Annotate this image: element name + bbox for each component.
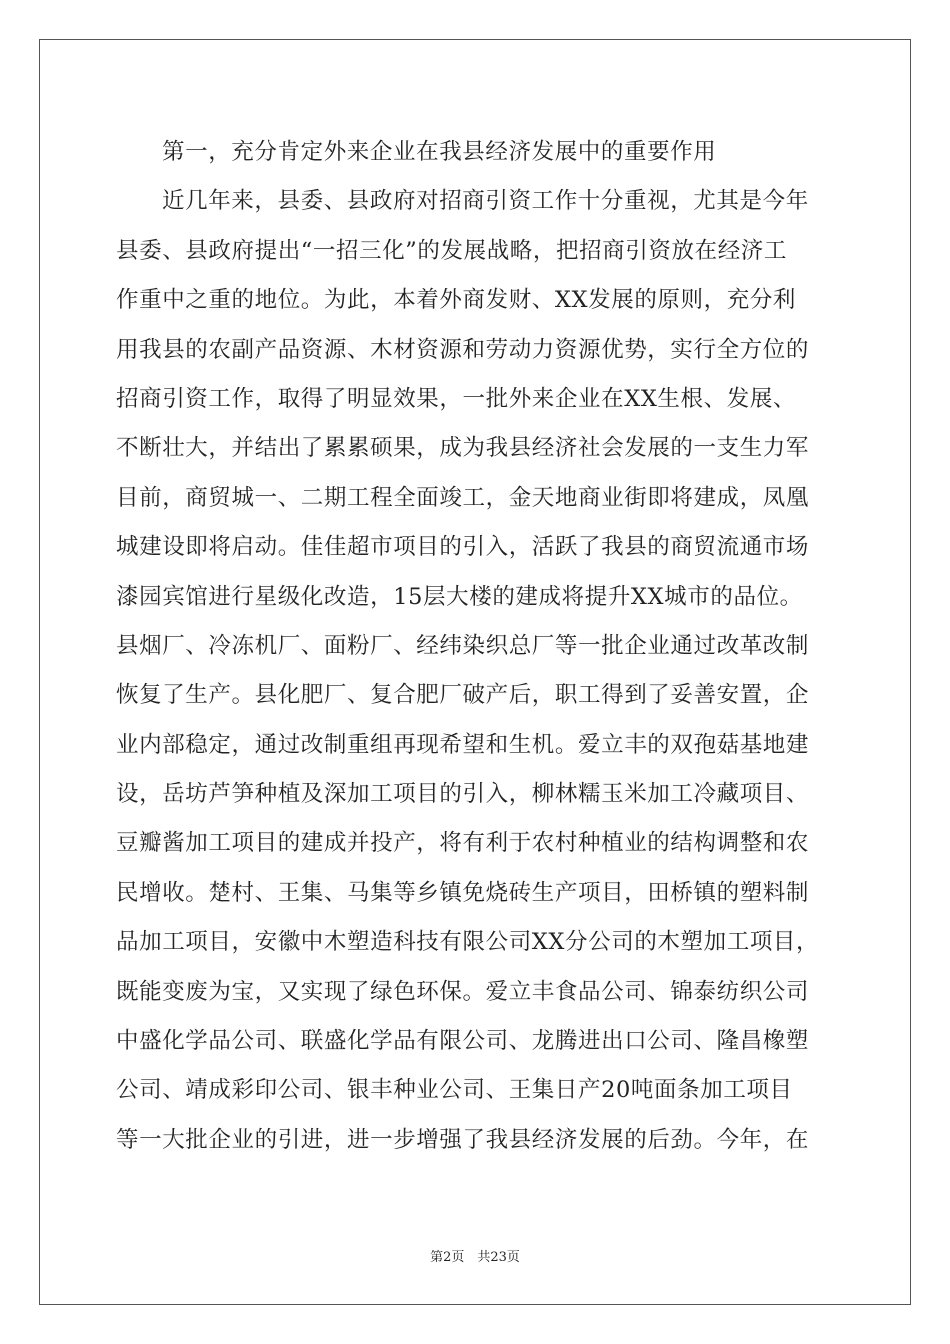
paragraph-line: 招商引资工作，取得了明显效果，一批外来企业在XX生根、发展、: [116, 385, 797, 412]
paragraph-line: 设，岳坊芦笋种植及深加工项目的引入，柳林糯玉米加工冷藏项目、: [116, 781, 810, 808]
paragraph-line: 既能变废为宝，又实现了绿色环保。爱立丰食品公司、锦泰纺织公司: [116, 978, 810, 1005]
paragraph-line: 作重中之重的地位。为此，本着外商发财、XX发展的原则，充分利: [116, 287, 797, 314]
paragraph-line: 县委、县政府提出“一招三化”的发展战略，把招商引资放在经济工: [116, 237, 788, 264]
page-number-footer: 第2页 共23页: [430, 1250, 520, 1265]
paragraph-line: 目前，商贸城一、二期工程全面竣工，金天地商业街即将建成，凤凰: [116, 484, 810, 511]
paragraph-line: 中盛化学品公司、联盛化学品有限公司、龙腾进出口公司、隆昌橡塑: [116, 1028, 810, 1055]
paragraph-line: 业内部稳定，通过改制重组再现希望和生机。爱立丰的双孢菇基地建: [116, 731, 810, 758]
document-body: [116, 128, 836, 1165]
paragraph-line: 不断壮大，并结出了累累硕果，成为我县经济社会发展的一支生力军: [116, 435, 810, 462]
paragraph-line: 恢复了生产。县化肥厂、复合肥厂破产后，职工得到了妥善安置，企: [116, 682, 810, 709]
paragraph-line: 豆瓣酱加工项目的建成并投产，将有利于农村种植业的结构调整和农: [116, 830, 810, 857]
paragraph-line: 漆园宾馆进行星级化改造，15层大楼的建成将提升XX城市的品位。: [116, 583, 803, 610]
paragraph-line: 用我县的农副产品资源、木材资源和劳动力资源优势，实行全方位的: [116, 336, 810, 363]
paragraph-line: 等一大批企业的引进，进一步增强了我县经济发展的后劲。今年，在: [116, 1126, 810, 1153]
section-heading: 第一，充分肯定外来企业在我县经济发展中的重要作用: [162, 139, 717, 165]
paragraph-line: 公司、靖成彩印公司、银丰种业公司、王集日产20吨面条加工项目: [116, 1077, 793, 1104]
paragraph-line: 城建设即将启动。佳佳超市项目的引入，活跃了我县的商贸流通市场: [116, 534, 810, 561]
paragraph-line: 近几年来，县委、县政府对招商引资工作十分重视，尤其是今年: [162, 188, 809, 215]
paragraph-line: 县烟厂、冷冻机厂、面粉厂、经纬染织总厂等一批企业通过改革改制: [116, 632, 810, 659]
paragraph-line: 品加工项目，安徽中木塑造科技有限公司XX分公司的木塑加工项目，: [116, 929, 820, 956]
paragraph-line: 民增收。楚村、王集、马集等乡镇免烧砖生产项目，田桥镇的塑料制: [116, 879, 810, 906]
